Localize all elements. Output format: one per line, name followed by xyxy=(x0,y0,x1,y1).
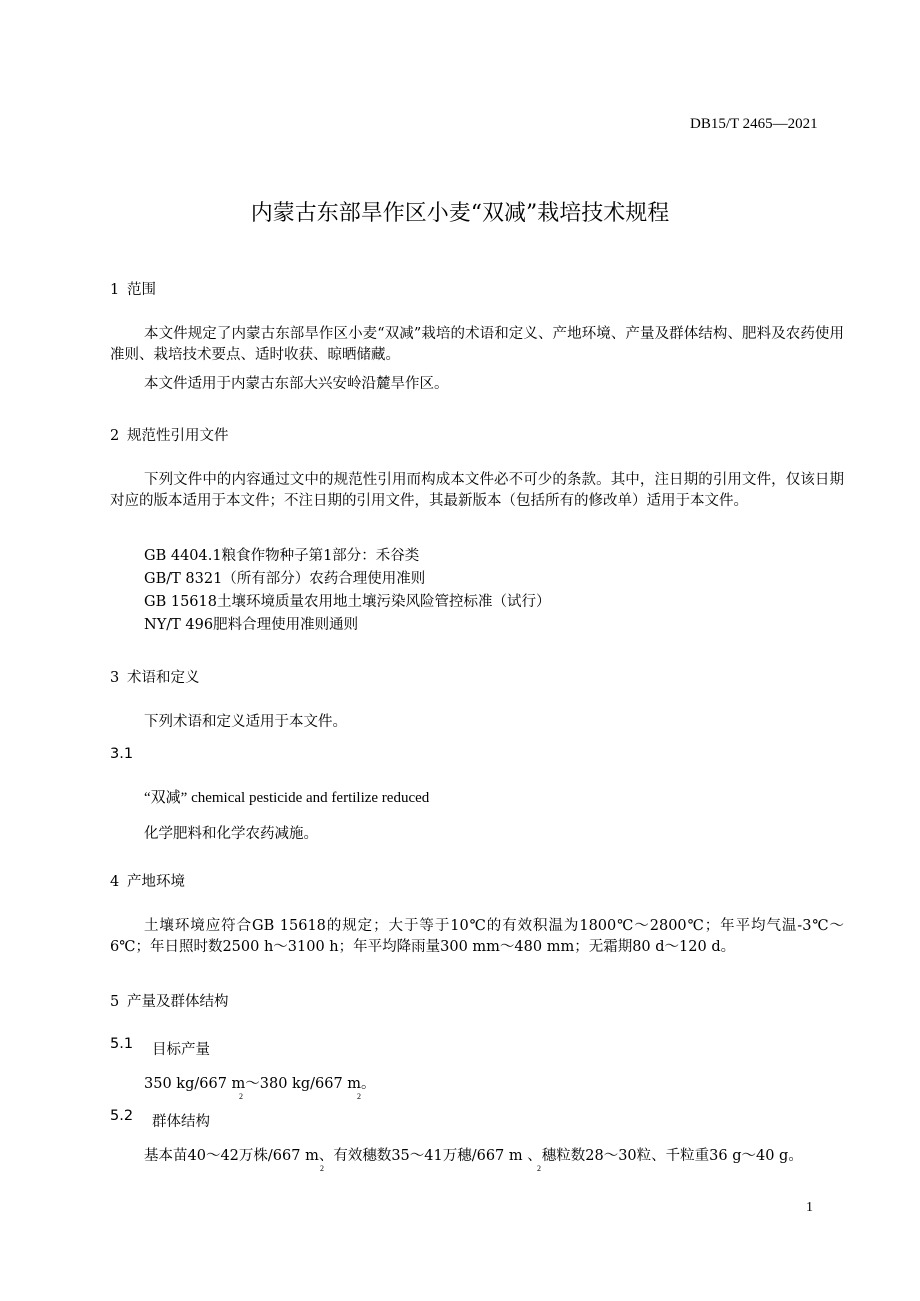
target-yield-line: 350 kg/667 m～380 kg/667 m。 xyxy=(144,1076,376,1092)
section-heading-environment xyxy=(110,870,185,891)
superscript-mark: 2 xyxy=(537,1164,541,1173)
section-number: 4 xyxy=(110,874,120,890)
term-english: “双减” chemical pesticide and fertilize reduced xyxy=(144,790,430,806)
section-heading-normative-references xyxy=(110,424,229,445)
document-title: 内蒙古东部旱作区小麦“双减”栽培技术规程 xyxy=(250,201,670,226)
subsection-number: 3.1 xyxy=(110,746,134,762)
section-title: 术语和定义 xyxy=(127,670,200,686)
section-heading-terms xyxy=(110,666,200,687)
section-title: 规范性引用文件 xyxy=(127,428,229,444)
paragraph: 本文件规定了内蒙古东部旱作区小麦“双减”栽培的术语和定义、产地环境、产量及群体结构、肥料及农药使用准则、栽培技术要点、适时收获、晾晒储藏。 xyxy=(110,326,844,363)
reference-item: GB/T 8321（所有部分）农药合理使用准则 xyxy=(144,571,426,587)
reference-item: GB 15618土壤环境质量农用地土壤污染风险管控标准（试行） xyxy=(144,594,551,610)
paragraph: 本文件适用于内蒙古东部大兴安岭沿麓旱作区。 xyxy=(144,376,449,392)
population-structure-line: 基本苗40～42万株/667 m、有效穗数35～41万穗/667 m 、穗粒数28～30粒、千粒重36 g～40 g。 xyxy=(144,1148,803,1164)
section-number: 2 xyxy=(110,428,120,444)
term-definition: 化学肥料和化学农药减施。 xyxy=(144,826,318,842)
superscript-mark: 2 xyxy=(320,1164,324,1173)
subsection-title: 群体结构 xyxy=(152,1114,210,1130)
reference-item: GB 4404.1粮食作物种子第1部分：禾谷类 xyxy=(144,548,420,564)
paragraph: 下列术语和定义适用于本文件。 xyxy=(144,714,347,730)
section-number: 1 xyxy=(110,282,120,298)
section-number: 5 xyxy=(110,994,120,1010)
paragraph: 土壤环境应符合GB 15618的规定；大于等于10℃的有效积温为1800℃～2800℃；年平均气温-3℃～6℃；年日照时数2500 h～3100 h；年平均降雨量300 mm～480 mm；无霜期80 d～120 d。 xyxy=(110,918,844,955)
page-number: 1 xyxy=(806,1200,813,1215)
section-heading-scope xyxy=(110,278,156,299)
section-heading-yield-structure xyxy=(110,990,229,1011)
subsection-number: 5.2 xyxy=(110,1108,134,1124)
section-number: 3 xyxy=(110,670,120,686)
section-title: 产地环境 xyxy=(127,874,185,890)
superscript-mark: 2 xyxy=(357,1092,361,1101)
superscript-mark: 2 xyxy=(239,1092,243,1101)
document-code: DB15/T 2465—2021 xyxy=(690,116,818,132)
section-title: 产量及群体结构 xyxy=(127,994,229,1010)
subsection-number: 5.1 xyxy=(110,1036,134,1052)
reference-item: NY/T 496肥料合理使用准则通则 xyxy=(144,617,359,633)
section-title: 范围 xyxy=(127,282,156,298)
subsection-title: 目标产量 xyxy=(152,1042,210,1058)
paragraph: 下列文件中的内容通过文中的规范性引用而构成本文件必不可少的条款。其中，注日期的引用文件，仅该日期对应的版本适用于本文件；不注日期的引用文件，其最新版本（包括所有的修改单）适用于本文件。 xyxy=(110,472,844,509)
